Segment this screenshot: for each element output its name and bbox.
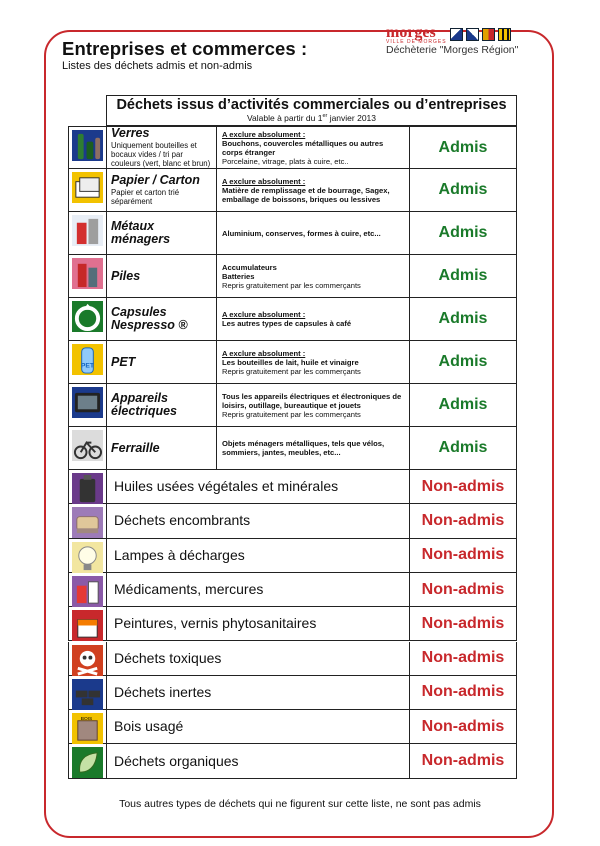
status-badge: Admis [438,267,488,284]
municipal-emblems [450,28,511,41]
svg-text:PET: PET [80,362,95,370]
waste-type-label: Verres [111,126,150,140]
exclusion-detail: Les autres types de capsules à café [222,319,352,328]
waste-type-label: Peintures, vernis phytosanitaires [107,607,410,640]
exclusion-remark: Repris gratuitement par les commerçants [222,280,361,290]
waste-type-label: Déchets organiques [107,744,410,777]
status-badge: Non-admis [421,649,505,667]
coat-of-arms-icon [482,28,495,41]
waste-type-label: Ferraille [111,440,160,455]
waste-type-name [107,127,217,168]
table-row [68,539,517,573]
waste-type-description: Papier et carton trié séparément [111,188,180,206]
tv-icon [69,384,107,426]
table-header [106,95,517,126]
page-title: Entreprises et commerces : [62,38,308,59]
waste-type-name [107,384,217,426]
status-badge: Admis [438,181,488,198]
table-row [68,642,517,676]
waste-type-label: Appareils électriques [111,391,178,418]
svg-text:BOIS: BOIS [80,716,93,722]
exclusion-notes [217,212,410,254]
status-badge: Non-admis [421,752,505,770]
status-badge: Non-admis [421,683,505,701]
table-row [68,255,517,298]
status-badge: Admis [438,353,488,370]
exclusion-remark: Repris gratuitement par les commerçants [222,409,361,419]
exclusion-detail: Matière de remplissage et de bourrage, Sagex, emballage de boissons, briques ou lessives [222,185,390,204]
logo-text: morges [386,24,436,41]
waste-type-name [107,212,217,254]
status-badge: Admis [438,224,488,241]
exclusion-notes [217,427,410,469]
oil-icon [69,470,107,503]
wood-icon [69,710,107,743]
table-row [68,470,517,504]
battery-icon [69,255,107,297]
page-subtitle: Listes des déchets admis et non-admis [62,60,253,72]
lamp-icon [69,539,107,572]
armchair-icon [69,504,107,537]
exclusion-notes [217,341,410,383]
waste-type-label: Métaux ménagers [111,219,171,246]
exclusion-heading: A exclure absolument : [222,310,306,319]
exclusion-notes [217,298,410,340]
status-badge: Admis [438,310,488,327]
table-row [68,573,517,607]
bottles-icon [69,127,107,168]
status-badge: Non-admis [421,580,505,598]
waste-type-name [107,169,217,211]
table-row [68,126,517,169]
exclusion-detail: Batteries [222,271,255,281]
coat-of-arms-icon [498,28,511,41]
waste-type-label: Piles [111,268,141,283]
table-row [68,504,517,538]
bricks-icon [69,676,107,709]
footer-note: Tous autres types de déchets qui ne figurent sur cette liste, ne sont pas admis [119,798,481,810]
status-badge: Admis [438,396,488,413]
leaf-icon [69,744,107,777]
waste-type-label: Huiles usées végétales et minérales [107,470,410,503]
exclusion-notes [217,255,410,297]
table-row [68,607,517,641]
exclusion-detail: Bouchons, couvercles métalliques ou autres corps étranger [222,138,384,157]
waste-type-label: Médicaments, mercures [107,573,410,606]
exclusion-heading: A exclure absolument : [222,348,306,358]
table-row [68,710,517,744]
status-badge: Non-admis [421,477,505,495]
exclusion-detail: Objets ménagers métalliques, tels que vélos, sommiers, jantes, meubles, etc... [222,439,385,457]
status-badge: Non-admis [421,546,505,564]
table-row [68,341,517,384]
table-row [68,169,517,212]
exclusion-detail: Accumulateurs [222,262,277,272]
waste-type-label: Déchets inertes [107,676,410,709]
waste-type-label: Déchets encombrants [107,504,410,537]
cans-icon [69,212,107,254]
waste-type-label: PET [111,354,136,369]
medicine-icon [69,573,107,606]
paper-icon [69,169,107,211]
status-badge: Non-admis [421,717,505,735]
bicycle-icon [69,427,107,469]
table-row [68,212,517,255]
coat-of-arms-icon [466,28,479,41]
exclusion-detail: Aluminium, conserves, formes à cuire, etc... [222,228,381,238]
table-row [68,298,517,341]
waste-type-name [107,298,217,340]
waste-type-name [107,427,217,469]
status-badge: Non-admis [421,614,505,632]
waste-type-description: Uniquement bouteilles et bocaux vides / tri par couleurs (vert, blanc et brun) [111,141,211,168]
logo-subtext: VILLE DE MORGES [386,39,447,45]
waste-type-label: Bois usagé [107,710,410,743]
status-badge: Admis [438,138,488,156]
recycle-icon [69,298,107,340]
skull-icon [69,642,107,675]
paint-icon [69,607,107,640]
table-title: Déchets issus d’activités commerciales ou d’entreprises [116,97,507,113]
exclusion-notes [217,384,410,426]
validity-date: Valable à partir du 1er janvier 2013 [246,113,376,123]
exclusion-detail: Les bouteilles de lait, huile et vinaigre [222,357,359,367]
waste-type-label: Lampes à décharges [107,539,410,572]
exclusion-heading: A exclure absolument : [222,129,306,139]
waste-type-name [107,255,217,297]
exclusion-detail: Tous les appareils électriques et électroniques de loisirs, outillage, bureautique et jouets [222,391,402,410]
pet-bottle-icon [69,341,107,383]
exclusion-heading: A exclure absolument : [222,176,306,186]
dechetterie-name: Déchèterie "Morges Région" [386,44,519,56]
waste-type-name [107,341,217,383]
coat-of-arms-icon [450,28,463,41]
status-badge: Admis [438,439,488,456]
waste-type-label: Déchets toxiques [107,642,410,675]
exclusion-remark: Repris gratuitement par les commerçants [222,366,361,376]
table-row [68,427,517,470]
status-badge: Non-admis [421,511,505,529]
exclusion-notes [217,169,410,211]
table-row [68,744,517,778]
exclusion-remark: Porcelaine, vitrage, plats à cuire, etc.. [222,156,349,166]
table-row [68,384,517,427]
exclusion-notes [217,127,410,168]
waste-type-label: Papier / Carton [111,173,200,187]
waste-type-label: Capsules Nespresso ® [111,305,188,332]
table-row [68,676,517,710]
